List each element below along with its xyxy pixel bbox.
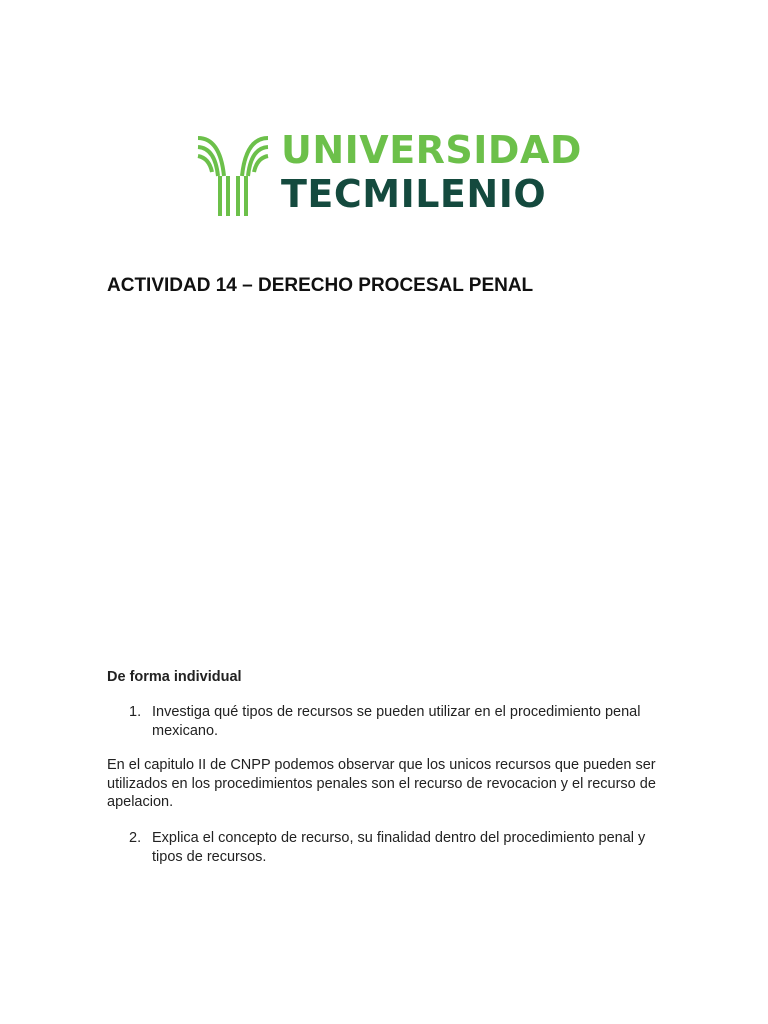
logo-wordmark-tecmilenio: TECMILENIO — [281, 172, 547, 216]
answer-paragraph: En el capitulo II de CNPP podemos observar que los unicos recursos que pueden ser utilizados en los procedimientos penales son el recurso de revocacion y el recurso de apelacion. — [107, 757, 656, 810]
question-item — [107, 829, 667, 866]
university-logo — [196, 128, 582, 218]
question-number: 2. — [129, 830, 142, 846]
tecmilenio-logo-mark-icon — [196, 136, 270, 216]
question-number: 1. — [129, 704, 142, 720]
logo-wordmark-universidad: UNIVERSIDAD — [281, 128, 582, 172]
question-text: Explica el concepto de recurso, su finalidad dentro del procedimiento penal y tipos de recursos. — [152, 830, 646, 865]
question-item — [107, 703, 667, 740]
section-heading: De forma individual — [107, 669, 242, 685]
document-title: ACTIVIDAD 14 – DERECHO PROCESAL PENAL — [107, 275, 534, 296]
question-text: Investiga qué tipos de recursos se pueden utilizar en el procedimiento penal mexicano. — [152, 704, 641, 739]
